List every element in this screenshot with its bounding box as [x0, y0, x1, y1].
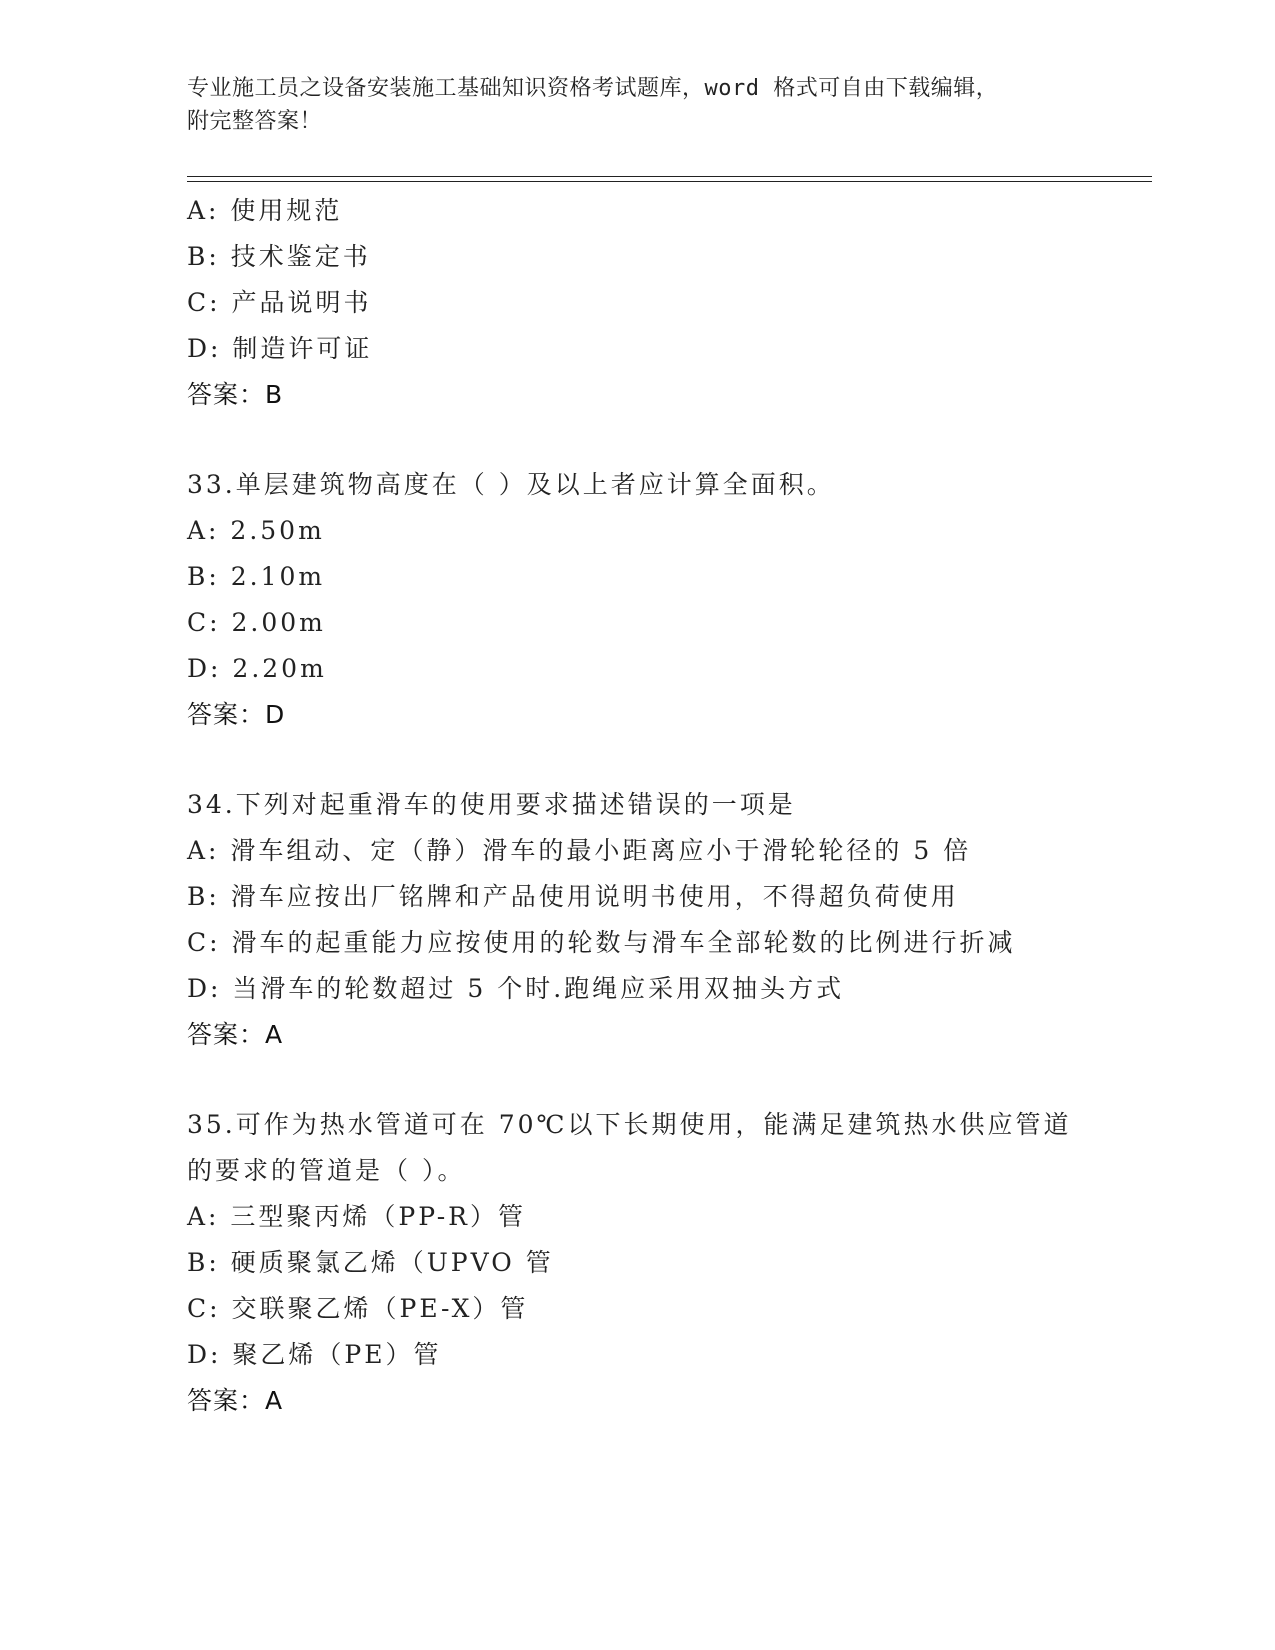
- option-d: D: 2.20m: [187, 654, 327, 683]
- option-c: C: 滑车的起重能力应按使用的轮数与滑车全部轮数的比例进行折减: [187, 928, 1016, 957]
- option-b: B: 滑车应按出厂铭牌和产品使用说明书使用，不得超负荷使用: [187, 882, 959, 911]
- option-d: D: 制造许可证: [187, 334, 373, 363]
- answer-line: 答案：A: [187, 1020, 284, 1049]
- question-stem-line-1: 35.可作为热水管道可在 70℃以下长期使用，能满足建筑热水供应管道: [187, 1110, 1072, 1139]
- spacer: [187, 418, 1087, 462]
- answer-line: 答案：B: [187, 380, 284, 409]
- option-d: D: 当滑车的轮数超过 5 个时.跑绳应采用双抽头方式: [187, 974, 845, 1003]
- option-c: C: 2.00m: [187, 608, 326, 637]
- option-a: A: 2.50m: [187, 516, 325, 545]
- option-b: B: 技术鉴定书: [187, 242, 371, 271]
- option-d: D: 聚乙烯（PE）管: [187, 1340, 442, 1369]
- option-a: A: 使用规范: [187, 196, 343, 225]
- spacer: [187, 738, 1087, 782]
- question-block-34: [187, 782, 1087, 1058]
- header-divider: [187, 176, 1152, 182]
- answer-line: 答案：D: [187, 700, 286, 729]
- option-c: C: 产品说明书: [187, 288, 372, 317]
- question-stem: 33.单层建筑物高度在（ ）及以上者应计算全面积。: [187, 470, 835, 499]
- question-stem: 34.下列对起重滑车的使用要求描述错误的一项是: [187, 790, 796, 819]
- answer-line: 答案：A: [187, 1386, 284, 1415]
- spacer: [187, 1058, 1087, 1102]
- option-b: B: 硬质聚氯乙烯（UPVO 管: [187, 1248, 554, 1277]
- option-a: A: 滑车组动、定（静）滑车的最小距离应小于滑轮轮径的 5 倍: [187, 836, 972, 865]
- document-header: [187, 72, 1067, 138]
- question-block-33: [187, 462, 1087, 738]
- question-block-prev: [187, 188, 1087, 418]
- question-stem-line-2: 的要求的管道是（ ）。: [187, 1156, 466, 1185]
- option-b: B: 2.10m: [187, 562, 326, 591]
- header-line-1: 专业施工员之设备安装施工基础知识资格考试题库，word 格式可自由下载编辑，: [187, 76, 999, 101]
- question-block-35: [187, 1102, 1087, 1424]
- option-c: C: 交联聚乙烯（PE-X）管: [187, 1294, 529, 1323]
- header-line-2: 附完整答案！: [187, 109, 323, 134]
- question-list: [187, 188, 1087, 1424]
- option-a: A: 三型聚丙烯（PP-R）管: [187, 1202, 526, 1231]
